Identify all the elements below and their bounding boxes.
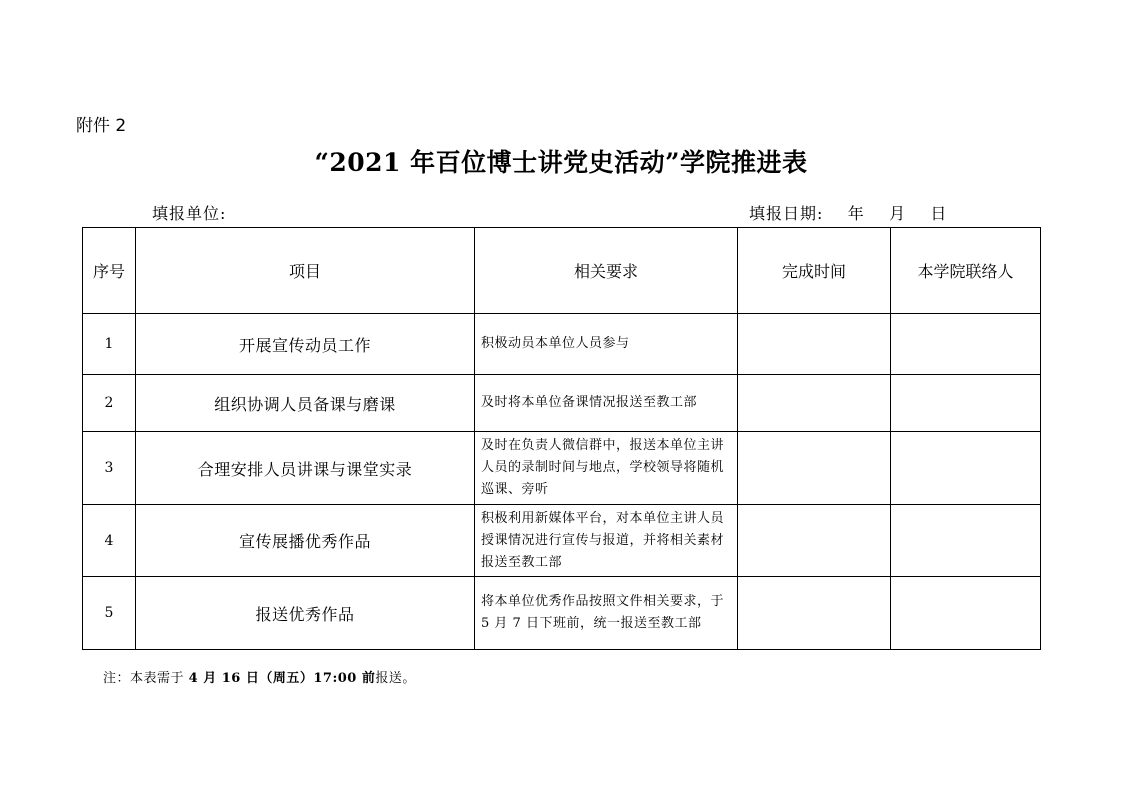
- attachment-label: 附件 2: [76, 116, 127, 136]
- row-contact-cell[interactable]: [891, 505, 1041, 577]
- col-header-item: 项目: [136, 228, 475, 314]
- row-time-cell[interactable]: [738, 505, 891, 577]
- fill-unit-label: 填报单位:: [152, 204, 227, 223]
- row-time-cell[interactable]: [738, 375, 891, 432]
- row-requirement: 积极利用新媒体平台，对本单位主讲人员授课情况进行宣传与报道，并将相关素材报送至教工部: [475, 505, 738, 577]
- row-requirement: 及时将本单位备课情况报送至教工部: [475, 375, 738, 432]
- row-time-cell[interactable]: [738, 314, 891, 375]
- fill-date-label: 填报日期: 年 月 日: [749, 204, 948, 223]
- table-row: [83, 505, 1041, 577]
- row-number: 2: [83, 375, 136, 432]
- row-number: 4: [83, 505, 136, 577]
- footnote: [103, 667, 416, 686]
- progress-table: [82, 227, 1041, 650]
- table-row: [83, 314, 1041, 375]
- row-number: 3: [83, 432, 136, 505]
- row-item: 组织协调人员备课与磨课: [136, 375, 475, 432]
- row-requirement: 积极动员本单位人员参与: [475, 314, 738, 375]
- table-row: [83, 375, 1041, 432]
- table-row: [83, 577, 1041, 650]
- row-contact-cell[interactable]: [891, 432, 1041, 505]
- col-header-requirement: 相关要求: [475, 228, 738, 314]
- footnote-suffix: 报送。: [375, 671, 416, 686]
- row-contact-cell[interactable]: [891, 577, 1041, 650]
- page-title: “2021 年百位博士讲党史活动”学院推进表: [314, 148, 808, 177]
- row-number: 5: [83, 577, 136, 650]
- row-contact-cell[interactable]: [891, 314, 1041, 375]
- row-item: 宣传展播优秀作品: [136, 505, 475, 577]
- row-requirement: 将本单位优秀作品按照文件相关要求，于 5 月 7 日下班前，统一报送至教工部: [475, 577, 738, 650]
- row-contact-cell[interactable]: [891, 375, 1041, 432]
- footnote-prefix: 注：本表需于: [103, 671, 189, 686]
- row-item: 开展宣传动员工作: [136, 314, 475, 375]
- footnote-deadline: 4 月 16 日（周五）17:00 前: [188, 671, 376, 686]
- table-row: [83, 432, 1041, 505]
- col-header-contact: 本学院联络人: [891, 228, 1041, 314]
- col-header-no: 序号: [83, 228, 136, 314]
- col-header-time: 完成时间: [738, 228, 891, 314]
- row-item: 合理安排人员讲课与课堂实录: [136, 432, 475, 505]
- row-time-cell[interactable]: [738, 432, 891, 505]
- row-item: 报送优秀作品: [136, 577, 475, 650]
- row-number: 1: [83, 314, 136, 375]
- row-requirement: 及时在负责人微信群中，报送本单位主讲人员的录制时间与地点，学校领导将随机巡课、旁听: [475, 432, 738, 505]
- row-time-cell[interactable]: [738, 577, 891, 650]
- table-header-row: [83, 228, 1041, 314]
